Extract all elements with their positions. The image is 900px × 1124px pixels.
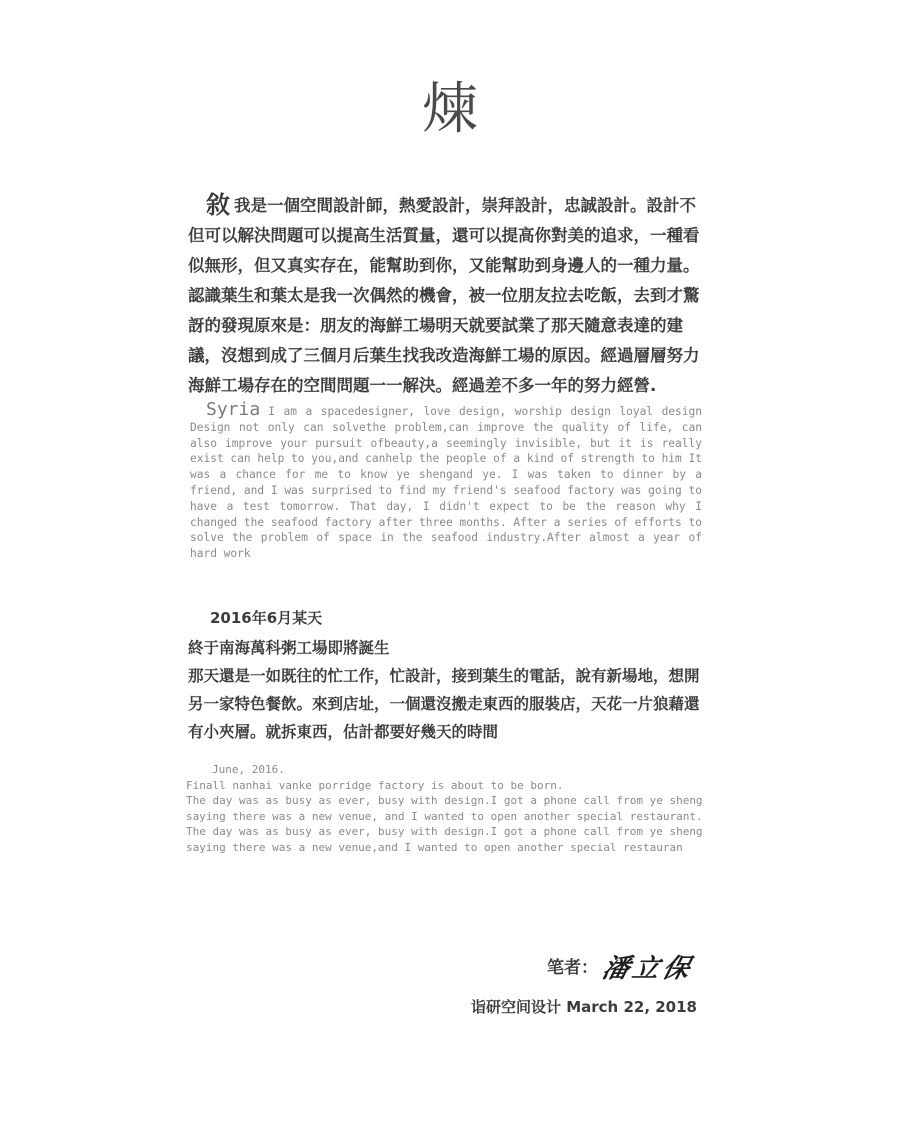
author-label: 笔者： <box>547 957 598 978</box>
section2-chinese-text: 那天還是一如既往的忙工作，忙設計，接到葉生的電話，說有新場地，想開另一家特色餐飲。來到店址，一個還沒搬走東西的服裝店，天花一片狼藉還有小夾層。就拆東西，估計都要好幾天的時間 <box>188 667 700 741</box>
section2-english-line: The day was as busy as ever, busy with design.I got a phone call from ye sheng <box>186 794 703 808</box>
intro-chinese-paragraph <box>188 190 708 401</box>
section2-english-date: June, 2016. <box>212 763 285 776</box>
section2-english-line: saying there was a new venue,and I wanted to open another special restauran <box>186 840 683 854</box>
intro-lead-character: 敘 <box>206 191 230 219</box>
section2-chinese-paragraph <box>188 634 708 746</box>
section2-chinese-heading: 終于南海萬科粥工場即將誕生 <box>188 639 390 657</box>
company-and-date: 诣研空间设计 March 22, 2018 <box>470 998 697 1016</box>
author-block <box>547 948 700 982</box>
intro-english-text: I am a spacedesigner, love design, worship design loyal design Design not only can solvethe problem,can improve the quality of life, can also improve your pursuit ofbeauty,a seemingly invisible, but it is really exist can help to you,and canhelp the people of a kind of strength to him It was a chance for me to know ye shengand ye. I was taken to dinner by a friend, and I was surprised to find my friend's seafood factory was going to have a test tomorrow. That day, I didn't expect to be the reason why I changed the seafood factory after three months. After a series of efforts to solve the problem of space in the seafood industry.After almost a year of hard work <box>190 405 702 561</box>
section2-english-line: Finall nanhai vanke porridge factory is about to be born. <box>186 778 564 792</box>
intro-english-paragraph <box>190 399 702 562</box>
intro-chinese-text: 我是一個空間設計師，熱愛設計，崇拜設計，忠誠設計。設計不但可以解決問題可以提高生活質量，還可以提高你對美的追求，一種看似無形，但又真实存在，能幫助到你，又能幫助到身邊人的一種力量。認識葉生和葉太是我一次偶然的機會，被一位朋友拉去吃飯，去到才驚訝的發現原來是：朋友的海鮮工場明天就要試業了那天隨意表達的建議，沒想到成了三個月后葉生找我改造海鮮工場的原因。經過層層努力海鮮工場存在的空間問題一一解決。經過差不多一年的努力經營. <box>188 196 700 395</box>
section2-english-line: The day was as busy as ever, busy with design.I got a phone call from ye sheng <box>186 825 703 839</box>
section2-date-chinese: 2016年6月某天 <box>210 609 323 627</box>
page-title: 煉 <box>422 77 478 142</box>
section2-english-line: saying there was a new venue, and I wanted to open another special restaurant. <box>186 809 703 823</box>
intro-english-lead: Syria <box>206 399 261 420</box>
section2-english-paragraph <box>186 762 706 856</box>
author-signature: 潘立保 <box>599 954 697 984</box>
